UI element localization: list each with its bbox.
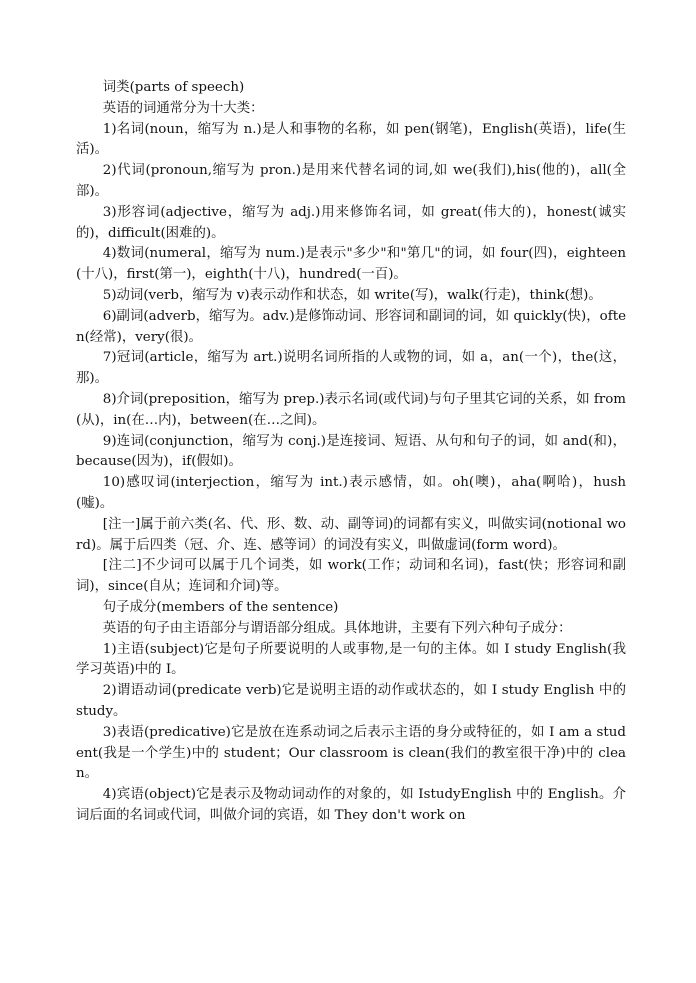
paragraph-predicate-verb: 2)谓语动词(predicate verb)它是说明主语的动作或状态的，如 I study English 中的 study。 [76, 683, 626, 719]
paragraph-article: 7)冠词(article，缩写为 art.)说明名词所指的人或物的词，如 a，an(一个)，the(这，那)。 [76, 350, 626, 387]
paragraph-verb: 5)动词(verb，缩写为 v)表示动作和状态，如 write(写)，walk(行走)，think(想)。 [102, 287, 602, 303]
paragraph-preposition: 8)介词(preposition，缩写为 prep.)表示名词(或代词)与句子里其它词的关系，如 from(从)，in(在…内)，between(在…之间)。 [76, 391, 626, 428]
paragraph-noun: 1)名词(noun，缩写为 n.)是人和事物的名称，如 pen(钢笔)，English(英语)，life(生活)。 [76, 121, 626, 158]
paragraph-predicative: 3)表语(predicative)它是放在连系动词之后表示主语的身分或特征的，如 I am a student(我是一个学生)中的 student；Our classroom is clean(我们的教室很干净)中的 clean。 [76, 724, 626, 782]
paragraph-adverb: 6)副词(adverb，缩写为。adv.)是修饰动词、形容词和副词的词，如 quickly(快)，often(经常)，very(很)。 [76, 308, 626, 345]
paragraph-pronoun: 2)代词(pronoun,缩写为 pron.)是用来代替名词的词,如 we(我们),his(他的)，all(全部)。 [76, 163, 626, 199]
paragraph-subject: 1)主语(subject)它是句子所要说明的人或事物,是一句的主体。如 I study English(我学习英语)中的 I。 [76, 641, 626, 678]
paragraph-numeral: 4)数词(numeral，缩写为 num.)是表示"多少"和"第几"的词，如 four(四)，eighteen(十八)，first(第一)，eighth(十八)，hundred(一百)。 [76, 246, 626, 283]
intro-paragraph: 英语的词通常分为十大类： [102, 100, 264, 116]
paragraph-interjection: 10)感叹词(interjection，缩写为 int.)表示感情，如。oh(噢)，aha(啊哈)，hush(嘘)。 [76, 475, 626, 511]
note-two: [注二]不少词可以属于几个词类，如 work(工作；动词和名词)，fast(快；形容词和副词)，since(自从；连词和介词)等。 [76, 558, 626, 595]
document-body [76, 78, 626, 827]
paragraph-object: 4)宾语(object)它是表示及物动词动作的对象的，如 IstudyEnglish 中的 English。介词后面的名词或代词，叫做介词的宾语，如 They don't work on [76, 787, 626, 823]
paragraph-conjunction: 9)连词(conjunction，缩写为 conj.)是连接词、短语、从句和句子的词，如 and(和)，because(因为)，if(假如)。 [76, 433, 626, 470]
paragraph-adjective: 3)形容词(adjective，缩写为 adj.)用来修饰名词，如 great(伟大的)，honest(诚实的)，difficult(困难的)。 [76, 204, 626, 241]
section-heading-sentence-members: 句子成分(members of the sentence) [102, 599, 339, 615]
paragraph-sentence-components: 英语的句子由主语部分与谓语部分组成。具体地讲，主要有下列六种句子成分： [102, 620, 572, 636]
section-heading-parts-of-speech: 词类(parts of speech) [102, 80, 245, 95]
note-one: [注一]属于前六类(名、代、形、数、动、副等词)的词都有实义，叫做实词(notional word)。属于后四类（冠、介、连、感等词）的词没有实义，叫做虚词(form word)。 [76, 516, 626, 553]
